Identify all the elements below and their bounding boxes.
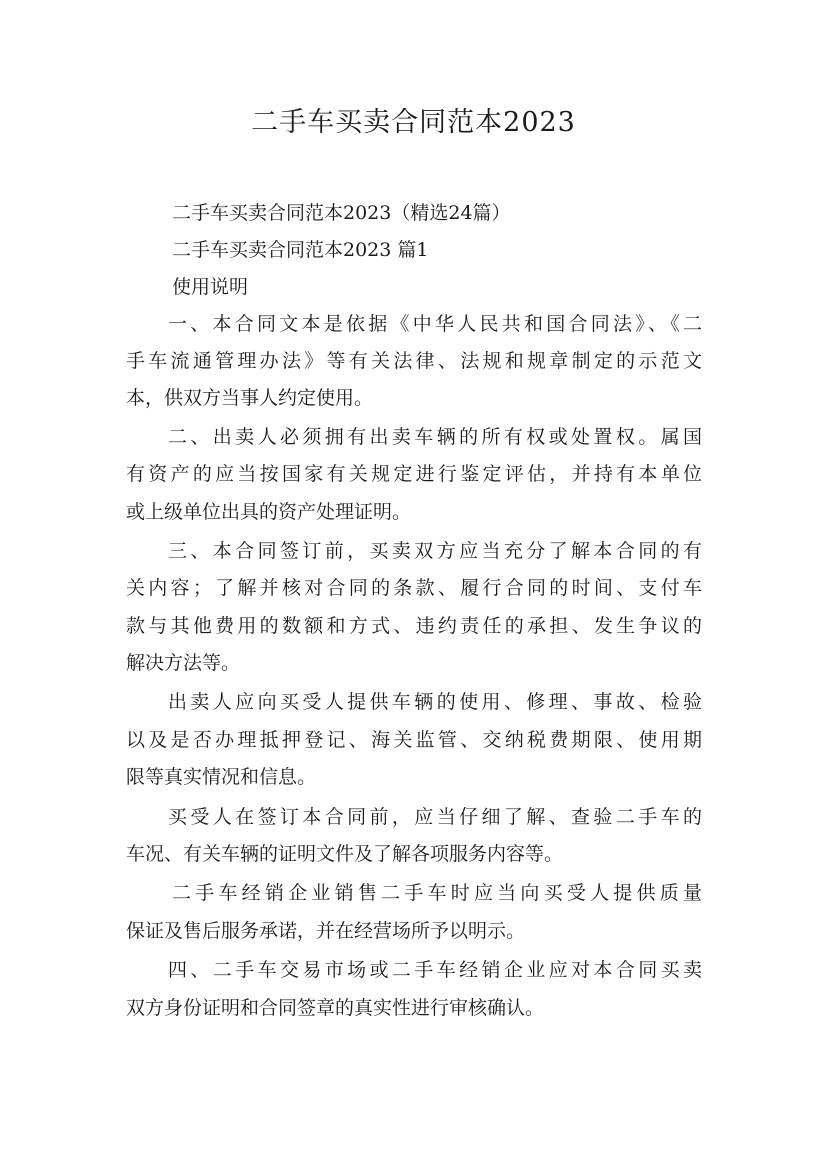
paragraph-line: 款与其他费用的数额和方式、违约责任的承担、发生争议的	[126, 615, 702, 637]
paragraph-line: 解决方法等。	[126, 652, 241, 674]
paragraph-line: 出卖人应向买受人提供车辆的使用、修理、事故、检验	[168, 691, 702, 713]
paragraph-line: 本，供双方当事人约定使用。	[126, 387, 374, 409]
paragraph-line: 保证及售后服务承诺，并在经营场所予以明示。	[126, 920, 526, 942]
paragraph-line: 四、二手车交易市场或二手车经销企业应对本合同买卖	[168, 959, 702, 981]
subtitle-line: 二手车买卖合同范本2023（精选24篇）	[172, 202, 511, 224]
usage-heading: 使用说明	[172, 276, 249, 298]
paragraph-line: 有资产的应当按国家有关规定进行鉴定评估，并持有本单位	[126, 463, 702, 485]
paragraph-line: 二、出卖人必须拥有出卖车辆的所有权或处置权。属国	[168, 426, 702, 448]
paragraph-line: 一、本合同文本是依据《中华人民共和国合同法》、《二	[168, 313, 702, 335]
paragraph-line: 或上级单位出具的资产处理证明。	[126, 501, 412, 523]
paragraph-line: 手车流通管理办法》等有关法律、法规和规章制定的示范文	[126, 350, 702, 372]
paragraph-line: 二手车经销企业销售二手车时应当向买受人提供质量	[172, 882, 702, 904]
paragraph-line: 限等真实情况和信息。	[126, 766, 317, 788]
paragraph-line: 买受人在签订本合同前，应当仔细了解、查验二手车的	[168, 806, 702, 828]
section-heading: 二手车买卖合同范本2023 篇1	[172, 239, 429, 261]
paragraph-line: 车况、有关车辆的证明文件及了解各项服务内容等。	[126, 843, 564, 865]
document-title: 二手车买卖合同范本2023	[251, 107, 576, 138]
paragraph-line: 双方身份证明和合同签章的真实性进行审核确认。	[126, 997, 545, 1019]
paragraph-line: 三、本合同签订前，买卖双方应当充分了解本合同的有	[168, 540, 702, 562]
paragraph-line: 以及是否办理抵押登记、海关监管、交纳税费期限、使用期	[126, 729, 702, 751]
paragraph-line: 关内容；了解并核对合同的条款、履行合同的时间、支付车	[126, 577, 702, 599]
